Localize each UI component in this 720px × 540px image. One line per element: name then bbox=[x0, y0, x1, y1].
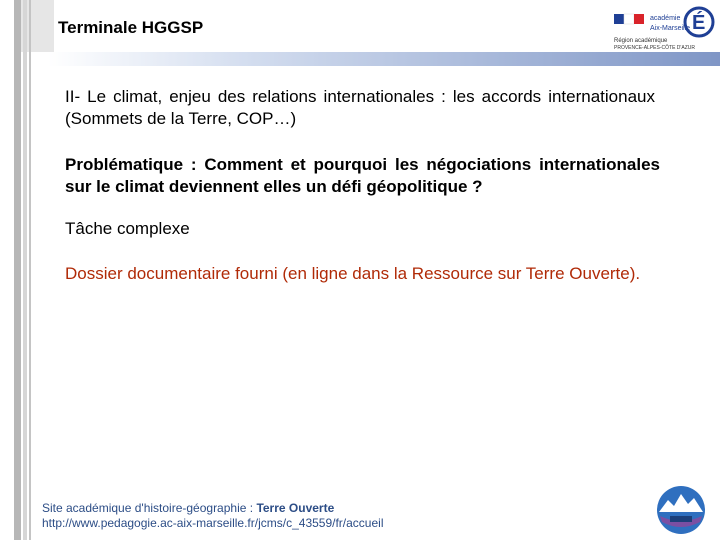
footer-site-name[interactable]: Terre Ouverte bbox=[256, 501, 335, 515]
terre-ouverte-logo-icon bbox=[650, 482, 712, 536]
footer-site bbox=[42, 500, 334, 516]
logo-region-line1: Région académique bbox=[614, 38, 668, 44]
task-label: Tâche complexe bbox=[65, 219, 190, 238]
section-title: II- Le climat, enjeu des relations internationales : les accords internationaux (Sommets de la Terre, COP…) bbox=[65, 87, 655, 128]
problematique: Problématique : Comment et pourquoi les négociations internationales sur le climat deviennent elles un défi géopolitique ? bbox=[65, 155, 660, 196]
left-decor-bar bbox=[14, 0, 21, 540]
academie-logo-icon bbox=[612, 4, 716, 52]
footer-url-link[interactable]: http://www.pedagogie.ac-aix-marseille.fr/jcms/c_43559/fr/accueil bbox=[42, 516, 384, 530]
left-decor-bar-2 bbox=[23, 0, 27, 540]
left-decor-bar-3 bbox=[29, 0, 31, 540]
header-blue-band bbox=[48, 52, 720, 66]
dossier-note: Dossier documentaire fourni (en ligne dans la Ressource sur Terre Ouverte). bbox=[65, 264, 641, 283]
logo-region-line2: PROVENCE-ALPES-CÔTE D'AZUR bbox=[614, 45, 695, 51]
page-title: Terminale HGGSP bbox=[58, 18, 204, 37]
footer-site-prefix: Site académique d'histoire-géographie : bbox=[42, 501, 257, 515]
logo-line2: Aix-Marseille bbox=[650, 25, 691, 32]
logo-line1: académie bbox=[650, 15, 681, 22]
svg-text:É: É bbox=[692, 12, 706, 34]
